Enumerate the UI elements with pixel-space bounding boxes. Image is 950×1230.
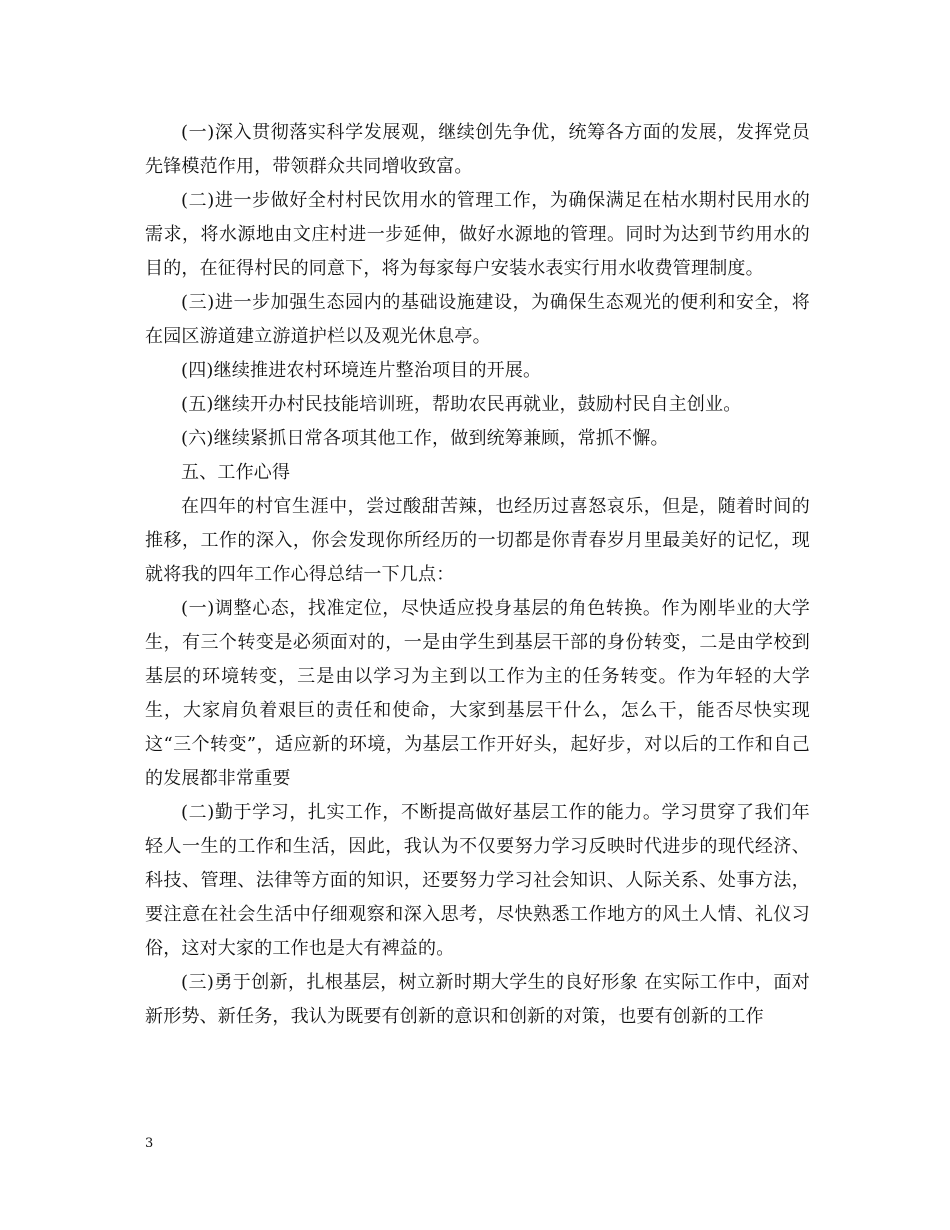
paragraph-11: (三)勇于创新，扎根基层，树立新时期大学生的良好形象 在实际工作中，面对新形势、新任务，我认为既要有创新的意识和创新的对策，也要有创新的工作 (145, 972, 810, 1027)
paragraph-5: (五)继续开办村民技能培训班，帮助农民再就业，鼓励村民自主创业。 (181, 394, 742, 415)
paragraph-4: (四)继续推进农村环境连片整治项目的开展。 (181, 360, 542, 381)
paragraph-3: (三)进一步加强生态园内的基础设施建设，为确保生态观光的便利和安全，将在园区游道建立游道护栏以及观光休息亭。 (145, 292, 810, 347)
paragraph-6: (六)继续紧抓日常各项其他工作，做到统筹兼顾，常抓不懈。 (181, 428, 669, 449)
paragraph-10: (二)勤于学习，扎实工作，不断提高做好基层工作的能力。学习贯穿了我们年轻人一生的工作和生活，因此，我认为不仅要努力学习反映时代进步的现代经济、科技、管理、法律等方面的知识，还要努力学习社会知识、人际关系、处事方法，要注意在社会生活中仔细观察和深入思考，尽快熟悉工作地方的风土人情、礼仪习俗，这对大家的工作也是大有裨益的。 (145, 802, 810, 959)
paragraph-2: (二)进一步做好全村村民饮用水的管理工作，为确保满足在枯水期村民用水的需求，将水源地由文庄村进一步延伸，做好水源地的管理。同时为达到节约用水的目的，在征得村民的同意下，将为每家每户安装水表实行用水收费管理制度。 (145, 190, 810, 279)
paragraph-8: 在四年的村官生涯中，尝过酸甜苦辣，也经历过喜怒哀乐，但是，随着时间的推移，工作的深入，你会发现你所经历的一切都是你青春岁月里最美好的记忆，现就将我的四年工作心得总结一下几点： (145, 496, 810, 585)
section-heading: 五、工作心得 (181, 462, 291, 483)
paragraph-1: (一)深入贯彻落实科学发展观，继续创先争优，统筹各方面的发展，发挥党员先锋模范作用，带领群众共同增收致富。 (145, 122, 810, 177)
paragraph-9: (一)调整心态，找准定位，尽快适应投身基层的角色转换。作为刚毕业的大学生，有三个转变是必须面对的，一是由学生到基层干部的身份转变，二是由学校到基层的环境转变，三是由以学习为主到以工作为主的任务转变。作为年轻的大学生，大家肩负着艰巨的责任和使命，大家到基层干什么，怎么干，能否尽快实现这“三个转变”，适应新的环境，为基层工作开好头，起好步，对以后的工作和自己的发展都非常重要 (145, 598, 810, 789)
document-body (145, 116, 810, 1034)
page-number: 3 (145, 1136, 154, 1151)
